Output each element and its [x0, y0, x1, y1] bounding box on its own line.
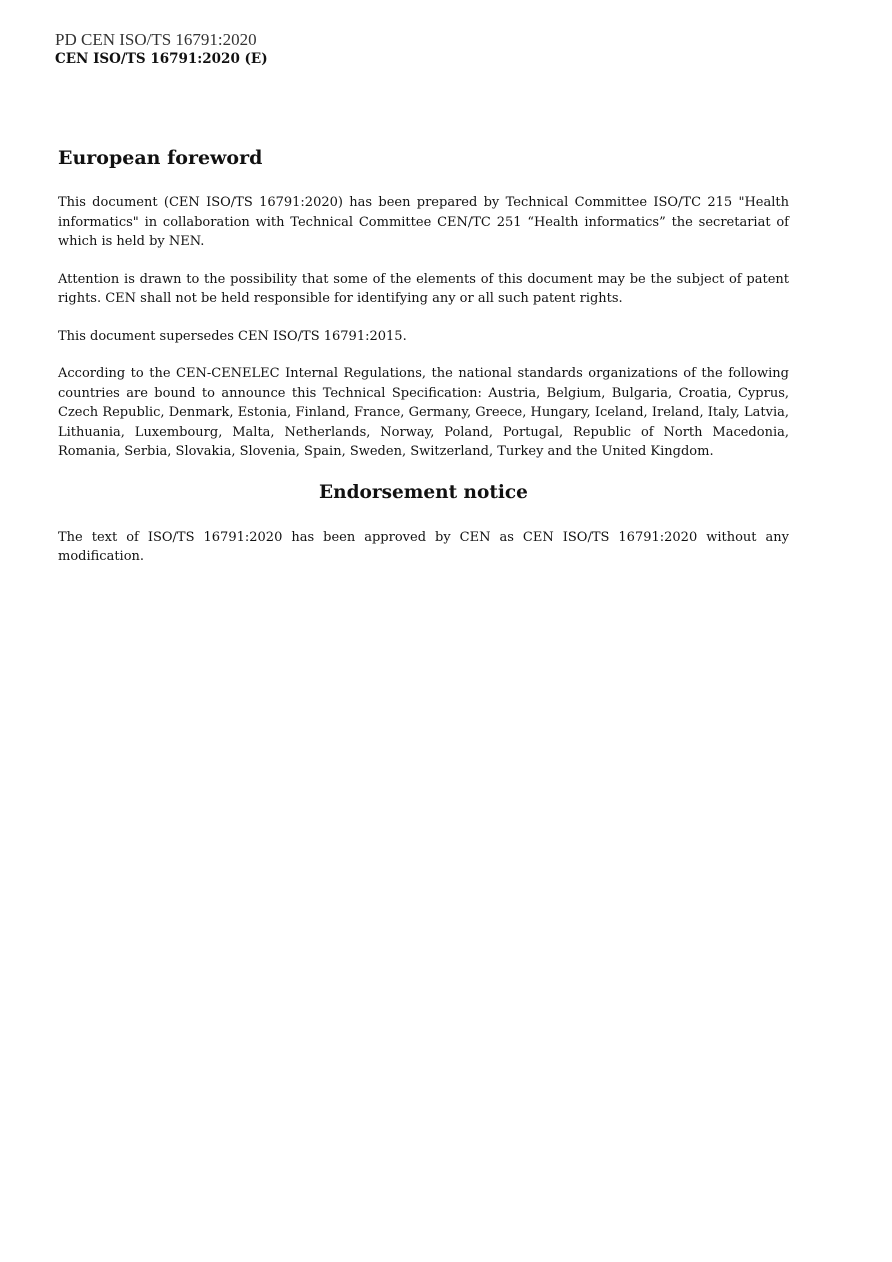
- foreword-paragraph-countries: According to the CEN-CENELEC Internal Regulations, the national standards organizations of the following countries are bound to announce this Technical Specification: Austria, Belgium, Bulgaria, Croatia, Cyprus, Czech Republic, Denmark, Estonia, Finland, France, Germany, Greece, Hungary, Iceland, Ireland, Italy, Latvia, Lithuania, Luxembourg, Malta, Netherlands, Norway, Poland, Portugal, Republic of North Macedonia, Romania, Serbia, Slovakia, Slovenia, Spain, Sweden, Switzerland, Turkey and the United Kingdom.: [58, 366, 789, 459]
- foreword-title: European foreword: [58, 147, 263, 169]
- endorsement-title: Endorsement notice: [319, 481, 528, 503]
- foreword-paragraph-preparation: This document (CEN ISO/TS 16791:2020) has been prepared by Technical Committee ISO/TC 215 "Health informatics" in collaboration with Technical Committee CEN/TC 251 “Health informatics” the secretariat of which is held by NEN.: [58, 195, 789, 249]
- page-body: [58, 145, 789, 585]
- document-reference-header: PD CEN ISO/TS 16791:2020: [55, 30, 257, 49]
- endorsement-paragraph: The text of ISO/TS 16791:2020 has been approved by CEN as CEN ISO/TS 16791:2020 without any modification.: [58, 529, 789, 564]
- foreword-paragraph-patent: Attention is drawn to the possibility that some of the elements of this document may be the subject of patent rights. CEN shall not be held responsible for identifying any or all such patent rights.: [58, 271, 789, 306]
- foreword-paragraph-supersedes: This document supersedes CEN ISO/TS 16791:2015.: [58, 328, 407, 344]
- document-standard-header: CEN ISO/TS 16791:2020 (E): [55, 51, 268, 67]
